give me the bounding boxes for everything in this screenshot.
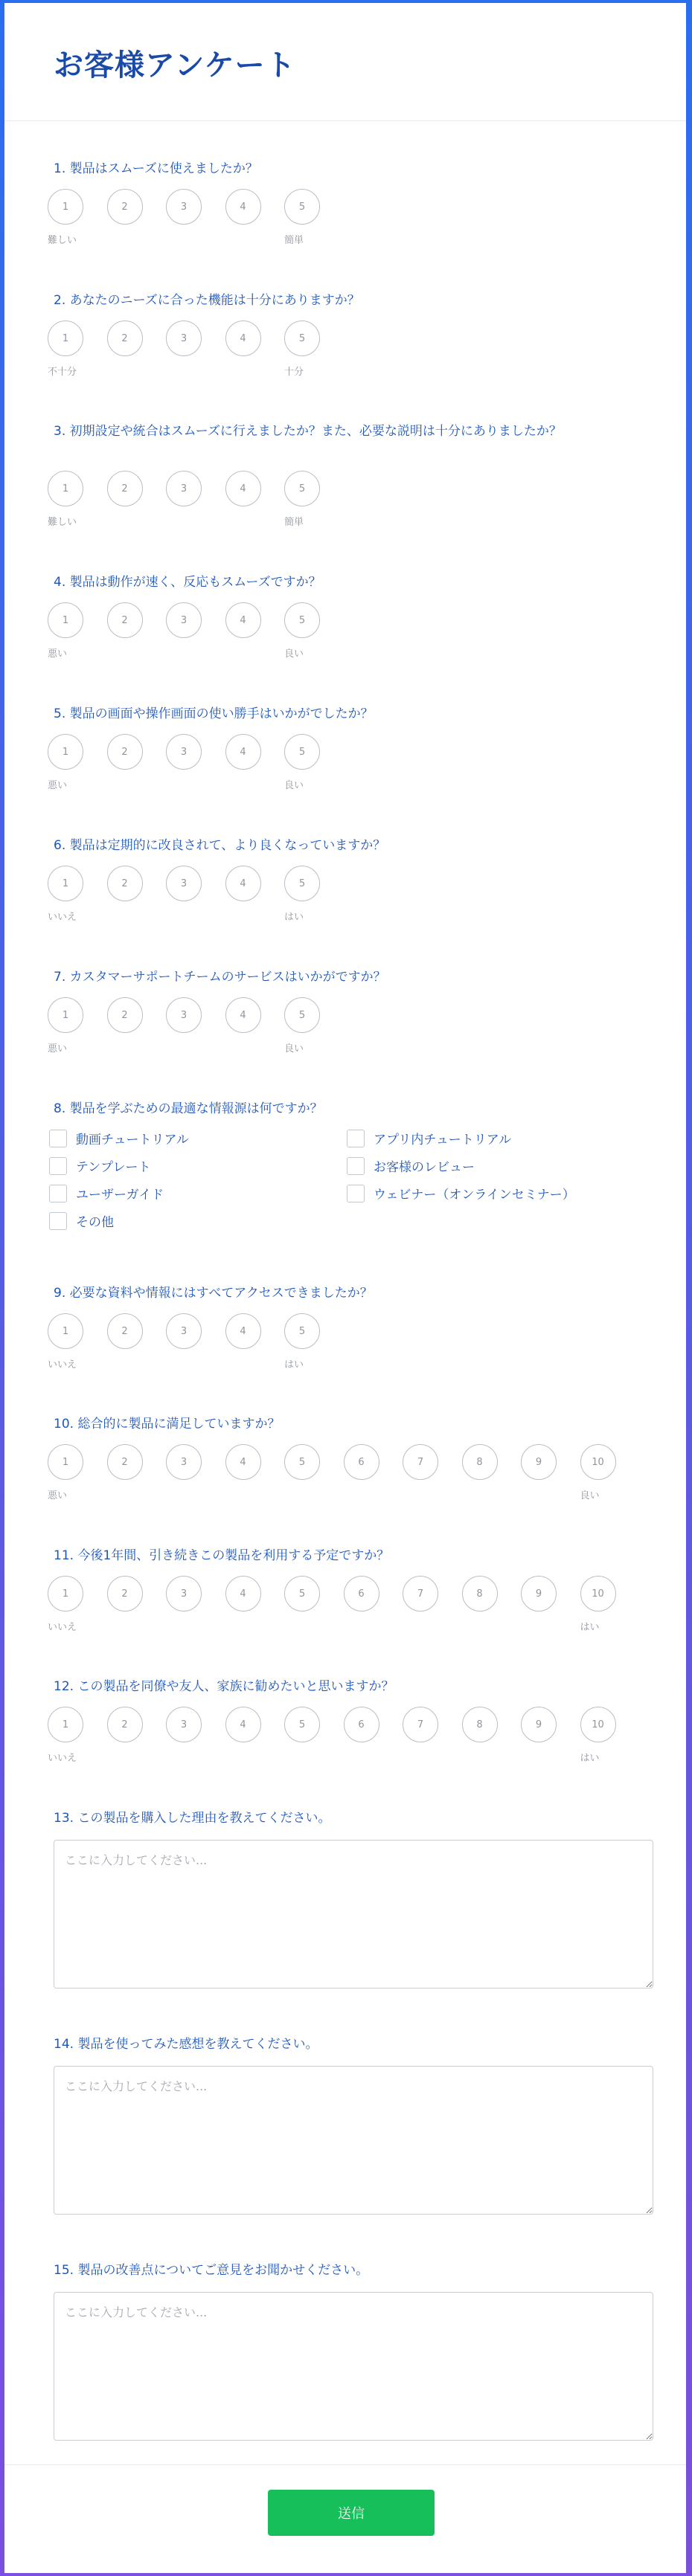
checkbox-label: お客様のレビュー <box>374 1160 475 1175</box>
checkbox-label: ユーザーガイド <box>76 1188 164 1202</box>
rating-option-2[interactable]: 2 <box>107 734 143 770</box>
rating-option-3[interactable]: 3 <box>166 866 202 901</box>
checkbox-label: ウェビナー（オンラインセミナー） <box>374 1188 575 1202</box>
scale-high-label: はい <box>580 1753 600 1764</box>
rating-option-2[interactable]: 2 <box>107 866 143 901</box>
scale-low-label: いいえ <box>48 1753 77 1764</box>
checkbox-label: アプリ内チュートリアル <box>374 1133 512 1147</box>
checkbox[interactable] <box>49 1157 67 1175</box>
rating-scale <box>48 1576 616 1633</box>
question-label: 8. 製品を学ぶための最適な情報源は何ですか？ <box>54 1101 323 1116</box>
checkbox-option[interactable] <box>347 1129 511 1147</box>
rating-option-5[interactable]: 5 <box>284 1444 320 1480</box>
rating-option-8[interactable]: 8 <box>462 1444 498 1480</box>
checkbox[interactable] <box>347 1130 365 1147</box>
rating-option-2[interactable]: 2 <box>107 1707 143 1742</box>
question-1 <box>48 159 641 246</box>
question-7 <box>48 967 641 1054</box>
rating-option-1[interactable]: 1 <box>48 997 83 1033</box>
question-12 <box>48 1677 641 1764</box>
rating-option-3[interactable]: 3 <box>166 1707 202 1742</box>
checkbox-option[interactable] <box>49 1156 150 1175</box>
question-2 <box>48 291 641 378</box>
rating-option-1[interactable]: 1 <box>48 866 83 901</box>
scale-high-label: はい <box>284 912 304 923</box>
rating-scale <box>48 997 320 1054</box>
question-13 <box>54 1809 641 1828</box>
rating-option-4[interactable]: 4 <box>225 1313 261 1349</box>
rating-option-7[interactable]: 7 <box>403 1576 438 1611</box>
rating-option-9[interactable]: 9 <box>521 1444 557 1480</box>
checkbox-option[interactable] <box>49 1129 189 1147</box>
scale-high-label: 簡単 <box>284 517 304 528</box>
question-label: 3. 初期設定や統合はスムーズに行えましたか？また、必要な説明は十分にありましたか？ <box>54 424 562 439</box>
rating-option-10[interactable]: 10 <box>580 1707 616 1742</box>
rating-option-5[interactable]: 5 <box>284 189 320 225</box>
scale-high-label: 良い <box>284 648 304 660</box>
checkbox-option[interactable] <box>49 1211 114 1230</box>
rating-option-4[interactable]: 4 <box>225 471 261 506</box>
rating-option-3[interactable]: 3 <box>166 734 202 770</box>
rating-option-9[interactable]: 9 <box>521 1707 557 1742</box>
scale-high-label: 良い <box>580 1490 600 1501</box>
question-10 <box>48 1414 641 1501</box>
rating-option-2[interactable]: 2 <box>107 1313 143 1349</box>
rating-option-6[interactable]: 6 <box>344 1444 379 1480</box>
rating-option-3[interactable]: 3 <box>166 1313 202 1349</box>
footer-divider <box>4 2464 686 2465</box>
question-label: 4. 製品は動作が速く、反応もスムーズですか？ <box>54 575 321 590</box>
scale-low-label: 悪い <box>48 1490 68 1501</box>
rating-option-1[interactable]: 1 <box>48 471 83 506</box>
scale-low-label: 悪い <box>48 648 68 660</box>
rating-option-10[interactable]: 10 <box>580 1444 616 1480</box>
question-5 <box>48 704 641 791</box>
rating-option-10[interactable]: 10 <box>580 1576 616 1611</box>
question-label: 11. 今後1年間、引き続きこの製品を利用する予定ですか？ <box>54 1548 390 1563</box>
checkbox-label: テンプレート <box>76 1160 151 1175</box>
checkbox[interactable] <box>49 1185 67 1202</box>
answer-textarea[interactable] <box>54 2292 653 2441</box>
rating-option-4[interactable]: 4 <box>225 1707 261 1742</box>
rating-option-5[interactable]: 5 <box>284 997 320 1033</box>
rating-option-1[interactable]: 1 <box>48 1707 83 1742</box>
rating-option-4[interactable]: 4 <box>225 734 261 770</box>
scale-low-label: 悪い <box>48 1043 68 1054</box>
question-label: 10. 総合的に製品に満足していますか？ <box>54 1417 281 1432</box>
question-label: 14. 製品を使ってみた感想を教えてください。 <box>54 2037 318 2052</box>
answer-textarea[interactable] <box>54 1840 653 1989</box>
checkbox[interactable] <box>347 1157 365 1175</box>
rating-option-4[interactable]: 4 <box>225 997 261 1033</box>
rating-option-4[interactable]: 4 <box>225 1444 261 1480</box>
question-label: 6. 製品は定期的に改良されて、より良くなっていますか？ <box>54 838 386 853</box>
form-header <box>4 3 686 121</box>
rating-option-4[interactable]: 4 <box>225 189 261 225</box>
question-11 <box>48 1546 641 1633</box>
rating-option-2[interactable]: 2 <box>107 321 143 356</box>
question-6 <box>48 836 641 923</box>
rating-scale <box>48 1707 616 1764</box>
survey-form <box>4 3 686 2573</box>
scale-low-label: いいえ <box>48 912 77 923</box>
rating-option-2[interactable]: 2 <box>107 1576 143 1611</box>
rating-option-3[interactable]: 3 <box>166 321 202 356</box>
rating-option-5[interactable]: 5 <box>284 1707 320 1742</box>
question-4 <box>48 573 641 660</box>
checkbox-option[interactable] <box>347 1184 575 1202</box>
rating-option-8[interactable]: 8 <box>462 1576 498 1611</box>
rating-option-7[interactable]: 7 <box>403 1444 438 1480</box>
question-label: 7. カスタマーサポートチームのサービスはいかがですか？ <box>54 970 386 985</box>
rating-option-2[interactable]: 2 <box>107 189 143 225</box>
question-label: 2. あなたのニーズに合った機能は十分にありますか？ <box>54 293 360 308</box>
submit-button[interactable]: 送信 <box>268 2490 435 2536</box>
rating-option-7[interactable]: 7 <box>403 1707 438 1742</box>
rating-option-1[interactable]: 1 <box>48 321 83 356</box>
scale-high-label: はい <box>284 1359 304 1371</box>
answer-textarea[interactable] <box>54 2066 653 2215</box>
question-label: 12. この製品を同僚や友人、家族に勧めたいと思いますか？ <box>54 1679 394 1694</box>
rating-scale <box>48 602 320 660</box>
rating-option-3[interactable]: 3 <box>166 189 202 225</box>
checkbox[interactable] <box>49 1130 67 1147</box>
rating-option-2[interactable]: 2 <box>107 602 143 638</box>
rating-option-3[interactable]: 3 <box>166 1576 202 1611</box>
question-8 <box>54 1099 641 1230</box>
rating-option-9[interactable]: 9 <box>521 1576 557 1611</box>
rating-option-1[interactable]: 1 <box>48 1444 83 1480</box>
scale-high-label: はい <box>580 1622 600 1633</box>
scale-high-label: 簡単 <box>284 235 304 246</box>
rating-option-3[interactable]: 3 <box>166 602 202 638</box>
rating-option-1[interactable]: 1 <box>48 734 83 770</box>
checkbox-option[interactable] <box>347 1156 475 1175</box>
rating-option-4[interactable]: 4 <box>225 1576 261 1611</box>
scale-low-label: いいえ <box>48 1359 77 1371</box>
rating-option-3[interactable]: 3 <box>166 997 202 1033</box>
rating-option-1[interactable]: 1 <box>48 602 83 638</box>
rating-option-3[interactable]: 3 <box>166 1444 202 1480</box>
scale-low-label: 不十分 <box>48 367 77 378</box>
rating-option-3[interactable]: 3 <box>166 471 202 506</box>
rating-option-5[interactable]: 5 <box>284 866 320 901</box>
rating-option-8[interactable]: 8 <box>462 1707 498 1742</box>
question-label: 5. 製品の画面や操作画面の使い勝手はいかがでしたか？ <box>54 706 374 721</box>
rating-scale <box>48 471 320 528</box>
question-14 <box>54 2035 641 2054</box>
question-15 <box>54 2261 641 2280</box>
rating-option-1[interactable]: 1 <box>48 1576 83 1611</box>
rating-option-5[interactable]: 5 <box>284 471 320 506</box>
rating-scale <box>48 1313 320 1371</box>
rating-option-4[interactable]: 4 <box>225 866 261 901</box>
question-label: 13. この製品を購入した理由を教えてください。 <box>54 1811 331 1826</box>
checkbox[interactable] <box>347 1185 365 1202</box>
checkbox-label: その他 <box>76 1215 114 1230</box>
rating-scale <box>48 321 320 378</box>
scale-high-label: 良い <box>284 1043 304 1054</box>
rating-option-4[interactable]: 4 <box>225 321 261 356</box>
rating-option-5[interactable]: 5 <box>284 602 320 638</box>
rating-option-6[interactable]: 6 <box>344 1576 379 1611</box>
rating-scale <box>48 734 320 791</box>
scale-low-label: 難しい <box>48 235 77 246</box>
rating-scale <box>48 866 320 923</box>
rating-option-5[interactable]: 5 <box>284 321 320 356</box>
rating-option-1[interactable]: 1 <box>48 189 83 225</box>
form-title: お客様アンケート <box>54 48 296 83</box>
question-3 <box>48 422 641 528</box>
scale-high-label: 十分 <box>284 367 304 378</box>
checkbox[interactable] <box>49 1212 67 1230</box>
rating-scale <box>48 1444 616 1501</box>
question-9 <box>48 1284 641 1371</box>
rating-option-2[interactable]: 2 <box>107 1444 143 1480</box>
rating-option-5[interactable]: 5 <box>284 734 320 770</box>
rating-option-5[interactable]: 5 <box>284 1576 320 1611</box>
checkbox-option[interactable] <box>49 1184 164 1202</box>
rating-option-6[interactable]: 6 <box>344 1707 379 1742</box>
scale-low-label: 難しい <box>48 517 77 528</box>
scale-high-label: 良い <box>284 780 304 791</box>
scale-low-label: 悪い <box>48 780 68 791</box>
rating-option-2[interactable]: 2 <box>107 471 143 506</box>
question-label: 1. 製品はスムーズに使えましたか？ <box>54 161 258 176</box>
rating-option-1[interactable]: 1 <box>48 1313 83 1349</box>
rating-scale <box>48 189 320 246</box>
rating-option-4[interactable]: 4 <box>225 602 261 638</box>
question-label: 15. 製品の改善点についてご意見をお聞かせください。 <box>54 2263 369 2278</box>
question-label: 9. 必要な資料や情報にはすべてアクセスできましたか？ <box>54 1286 373 1301</box>
rating-option-2[interactable]: 2 <box>107 997 143 1033</box>
rating-option-5[interactable]: 5 <box>284 1313 320 1349</box>
scale-low-label: いいえ <box>48 1622 77 1633</box>
checkbox-label: 動画チュートリアル <box>76 1133 189 1147</box>
